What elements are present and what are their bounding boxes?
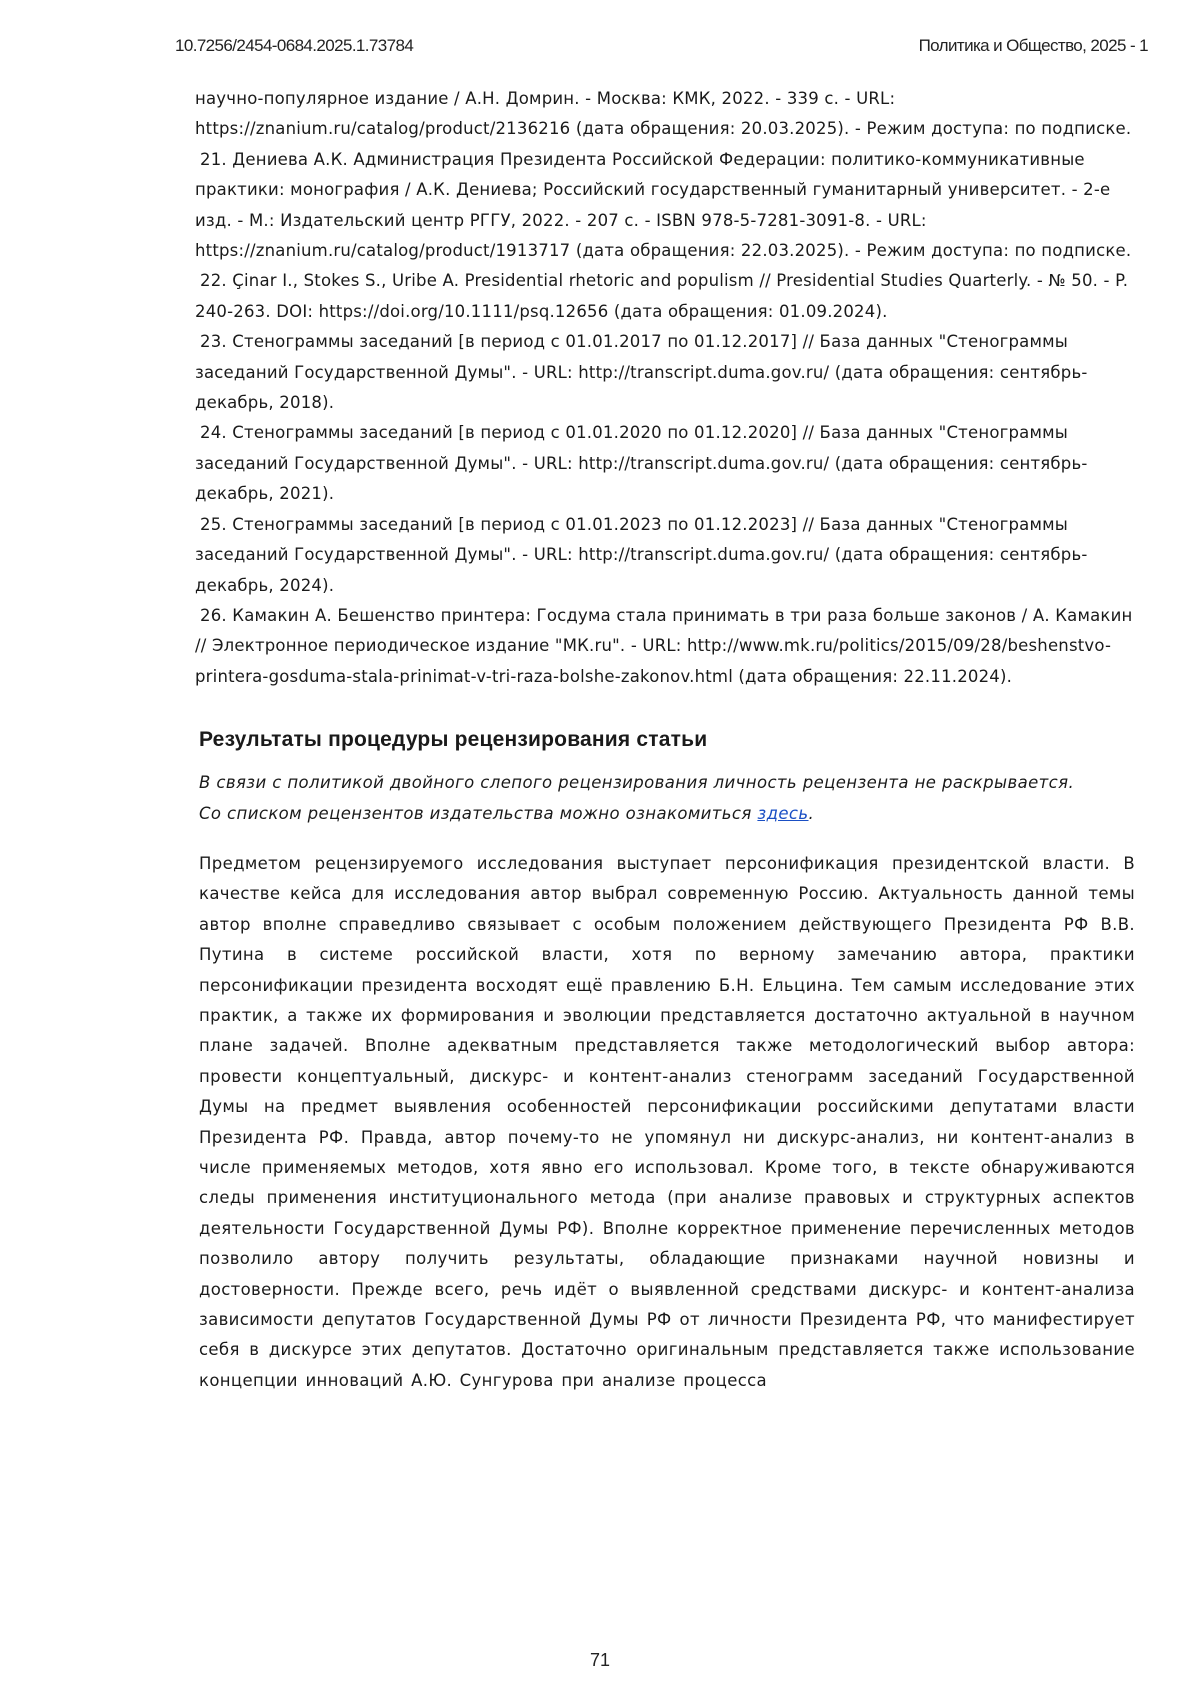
page-header: [0, 36, 1200, 62]
reviewers-list-link[interactable]: здесь: [757, 804, 808, 823]
reference-item: [195, 510, 1135, 601]
reference-item: [195, 601, 1135, 692]
review-note-suffix: .: [809, 804, 815, 823]
page-content: [195, 84, 1135, 1396]
reference-item: [195, 84, 1135, 145]
review-body: Предметом рецензируемого исследования выступает персонификация президентской власти. В качестве кейса для исследования автор выбрал современную Россию. Актуальность данной темы автор вполне справедливо связывает с особым положением действующего Президента РФ В.В. Путина в системе российской власти, хотя по верному замечанию автора, практики персонификации президента восходят ещё правлению Б.Н. Ельцина. Тем самым исследование этих практик, а также их формирования и эволюции представляется достаточно актуальной в научном плане задачей. Вполне адекватным представляется также методологический выбор автора: провести концептуальный, дискурс- и контент-анализ стенограмм заседаний Государственной Думы на предмет выявления особенностей персонификации российскими депутатами власти Президента РФ. Правда, автор почему-то не упомянул ни дискурс-анализ, ни контент-анализ в числе применяемых методов, хотя явно его использовал. Кроме того, в тексте обнаруживаются следы применения институционального метода (при анализе правовых и структурных аспектов деятельности Государственной Думы РФ). Вполне корректное применение перечисленных методов позволило автору получить результаты, обладающие признаками научной новизны и достоверности. Прежде всего, речь идёт о выявленной средствами дискурс- и контент-анализа зависимости депутатов Государственной Думы РФ от личности Президента РФ, что манифестирует себя в дискурсе этих депутатов. Достаточно оригинальным представляется также использование концепции инноваций А.Ю. Сунгурова при анализе процесса: [199, 849, 1135, 1396]
reference-text: научно-популярное издание / А.Н. Домрин. - Москва: КМК, 2022. - 339 с. - URL: https://znanium.ru/catalog/product/2136216 (дата обращения: 20.03.2025). - Режим доступа: по подписке.: [195, 89, 1131, 138]
reference-number: 26.: [200, 606, 227, 625]
reference-number: 21.: [200, 150, 227, 169]
reference-text: Камакин А. Бешенство принтера: Госдума стала принимать в три раза больше законов / А. Камакин // Электронное периодическое издание "МК.ru". - URL: http://www.mk.ru/politics/2015/09/28/beshenstvo-printera-gosduma-stala-prinimat-v-tri-raza-bolshe-zakonov.html (дата обращения: 22.11.2024).: [195, 606, 1133, 686]
doi-text: 10.7256/2454-0684.2025.1.73784: [175, 36, 413, 56]
reference-text: Стенограммы заседаний [в период с 01.01.2023 по 01.12.2023] // База данных "Стенограммы заседаний Государственной Думы". - URL: http://transcript.duma.gov.ru/ (дата обращения: сентябрь-декабрь, 2024).: [195, 515, 1088, 595]
reference-text: Стенограммы заседаний [в период с 01.01.2020 по 01.12.2020] // База данных "Стенограммы заседаний Государственной Думы". - URL: http://transcript.duma.gov.ru/ (дата обращения: сентябрь-декабрь, 2021).: [195, 423, 1088, 503]
page-number: 71: [0, 1650, 1200, 1671]
reference-text: Çinar I., Stokes S., Uribe A. Presidential rhetoric and populism // Presidential Studies Quarterly. - № 50. - P. 240-263. DOI: https://doi.org/10.1111/psq.12656 (дата обращения: 01.09.2024).: [195, 271, 1128, 320]
reference-list: [195, 84, 1135, 692]
reference-text: Стенограммы заседаний [в период с 01.01.2017 по 01.12.2017] // База данных "Стенограммы заседаний Государственной Думы". - URL: http://transcript.duma.gov.ru/ (дата обращения: сентябрь-декабрь, 2018).: [195, 332, 1088, 412]
review-note-anonymity: В связи с политикой двойного слепого рецензирования личность рецензента не раскрывается.: [199, 768, 1135, 798]
reference-number: 22.: [200, 271, 227, 290]
reference-item: [195, 327, 1135, 418]
review-note-prefix: Со списком рецензентов издательства можно ознакомиться: [199, 804, 752, 823]
reference-text: Дениева А.К. Администрация Президента Российской Федерации: политико-коммуникативные практики: монография / А.К. Дениева; Российский государственный гуманитарный университет. - 2-е изд. - М.: Издательский центр РГГУ, 2022. - 207 с. - ISBN 978-5-7281-3091-8. - URL: https://znanium.ru/catalog/product/1913717 (дата обращения: 22.03.2025). - Режим доступа: по подписке.: [195, 150, 1131, 260]
reference-number: 24.: [200, 423, 227, 442]
reference-item: [195, 266, 1135, 327]
reference-item: [195, 418, 1135, 509]
journal-issue-text: Политика и Общество, 2025 - 1: [919, 36, 1148, 56]
reference-item: [195, 145, 1135, 267]
reference-number: 25.: [200, 515, 227, 534]
reference-number: 23.: [200, 332, 227, 351]
review-note-reviewers: [199, 799, 1135, 829]
review-note: [199, 768, 1135, 829]
review-heading: Результаты процедуры рецензирования статьи: [199, 718, 1135, 762]
